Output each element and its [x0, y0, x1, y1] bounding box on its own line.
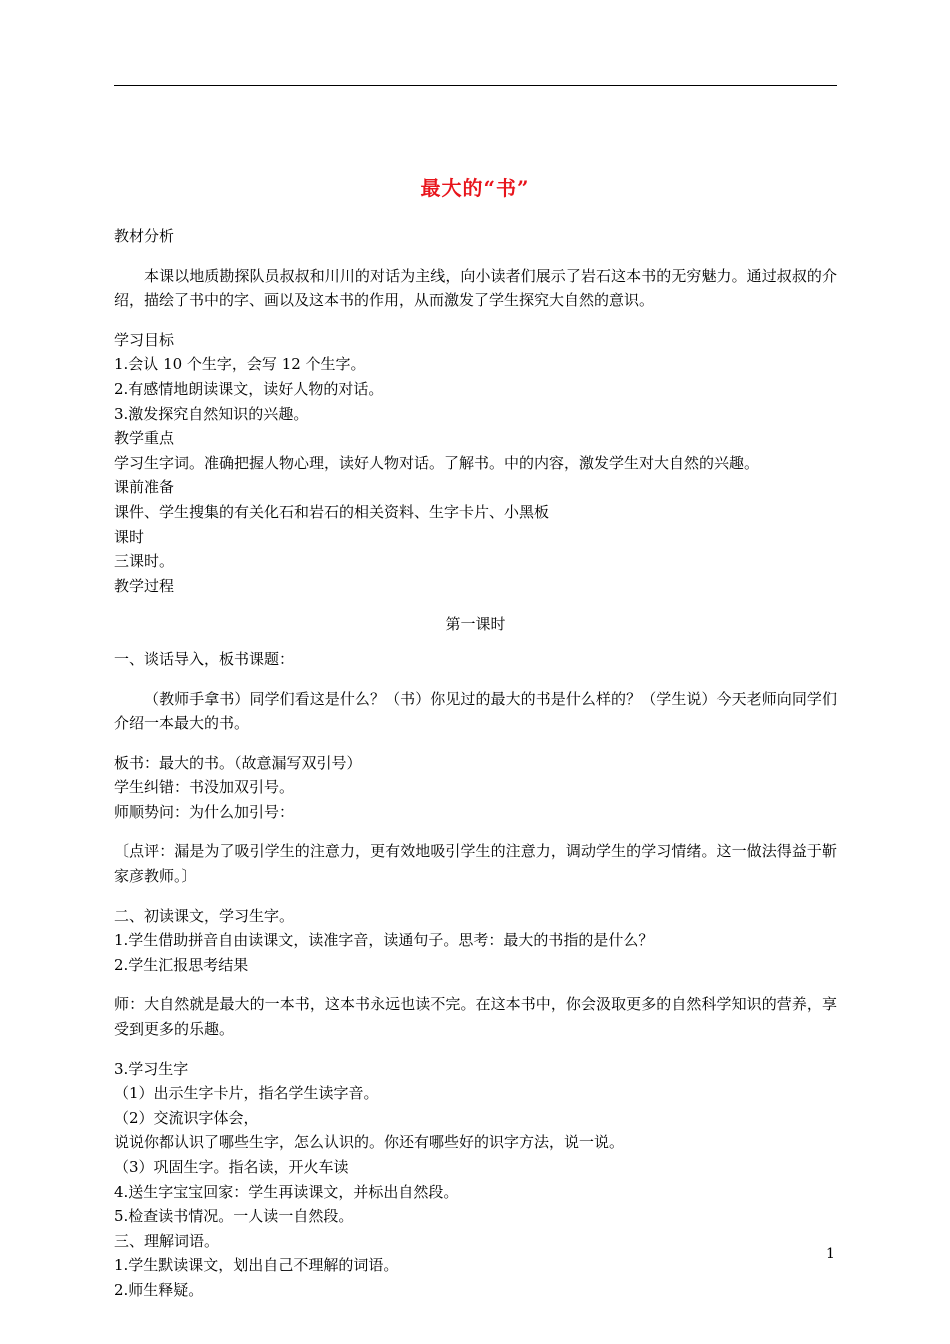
lesson-line: 二、初读课文，学习生字。 — [114, 906, 295, 925]
analysis-paragraph: 本课以地质勘探队员叔叔和川川的对话为主线，向小读者们展示了岩石这本书的无穷魅力。通过叔叔的介绍，描绘了书中的字、画以及这本书的作用，从而激发了学生探究大自然的意识。 — [114, 266, 837, 310]
lesson-line: 4.送生字宝宝回家：学生再读课文，并标出自然段。 — [114, 1182, 459, 1201]
goal-item: 2.有感情地朗读课文，读好人物的对话。 — [114, 379, 384, 398]
lesson-line: 一、谈话导入，板书课题： — [114, 649, 295, 668]
focus-heading: 教学重点 — [114, 429, 175, 448]
lesson-line: 板书：最大的书。（故意漏写双引号） — [114, 753, 362, 772]
lesson-paragraph: （教师手拿书）同学们看这是什么？（书）你见过的最大的书是什么样的？（学生说）今天老师向同学们介绍一本最大的书。 — [114, 689, 837, 733]
goals-heading: 学习目标 — [114, 330, 175, 349]
lesson-line: 5.检查读书情况。一人读一自然段。 — [114, 1207, 354, 1226]
lesson-line: 师顺势问：为什么加引号： — [114, 802, 295, 821]
process-heading: 教学过程 — [114, 576, 175, 595]
lesson-line: 学生纠错：书没加双引号。 — [114, 778, 295, 797]
lesson-line: 1.学生默读课文，划出自己不理解的词语。 — [114, 1256, 399, 1275]
lesson-heading: 第一课时 — [445, 615, 506, 634]
lesson-paragraph: 师：大自然就是最大的一本书，这本书永远也读不完。在这本书中，你会汲取更多的自然科学知识的营养，享受到更多的乐趣。 — [114, 995, 837, 1039]
lesson-line: 三、理解词语。 — [114, 1231, 220, 1250]
lesson-line: 2.学生汇报思考结果 — [114, 955, 249, 974]
goal-item: 3.激发探究自然知识的兴趣。 — [114, 404, 309, 423]
lesson-line: 2.师生释疑。 — [114, 1280, 204, 1299]
header-rule — [114, 85, 837, 86]
lesson-line: 3.学习生字 — [114, 1059, 189, 1078]
lesson-line: 1.学生借助拼音自由读课文，读准字音，读通句子。思考：最大的书指的是什么？ — [114, 931, 654, 950]
page-number: 1 — [826, 1246, 835, 1262]
document-title: 最大的“书” — [420, 176, 530, 200]
analysis-heading: 教材分析 — [114, 227, 175, 245]
focus-text: 学习生字词。准确把握人物心理，读好人物对话。了解书。中的内容，激发学生对大自然的兴趣。 — [114, 453, 760, 472]
document-body — [114, 224, 837, 1303]
comment-paragraph: 〔点评：漏是为了吸引学生的注意力，更有效地吸引学生的注意力，调动学生的学习情绪。这一做法得益于靳家彦教师。〕 — [114, 842, 837, 886]
lesson-line: 说说你都认识了哪些生字，怎么认识的。你还有哪些好的识字方法，说一说。 — [114, 1133, 625, 1152]
lesson-line: （1）出示生字卡片，指名学生读字音。 — [114, 1084, 379, 1103]
lesson-line: （3）巩固生字。指名读，开火车读 — [114, 1158, 349, 1176]
prep-heading: 课前准备 — [114, 478, 175, 497]
lesson-line: （2）交流识字体会， — [114, 1108, 259, 1127]
goal-item: 1.会认 10 个生字，会写 12 个生字。 — [114, 355, 366, 374]
prep-text: 课件、学生搜集的有关化石和岩石的相关资料、生字卡片、小黑板 — [114, 502, 550, 521]
hours-heading: 课时 — [114, 527, 145, 546]
hours-text: 三课时。 — [114, 552, 175, 571]
